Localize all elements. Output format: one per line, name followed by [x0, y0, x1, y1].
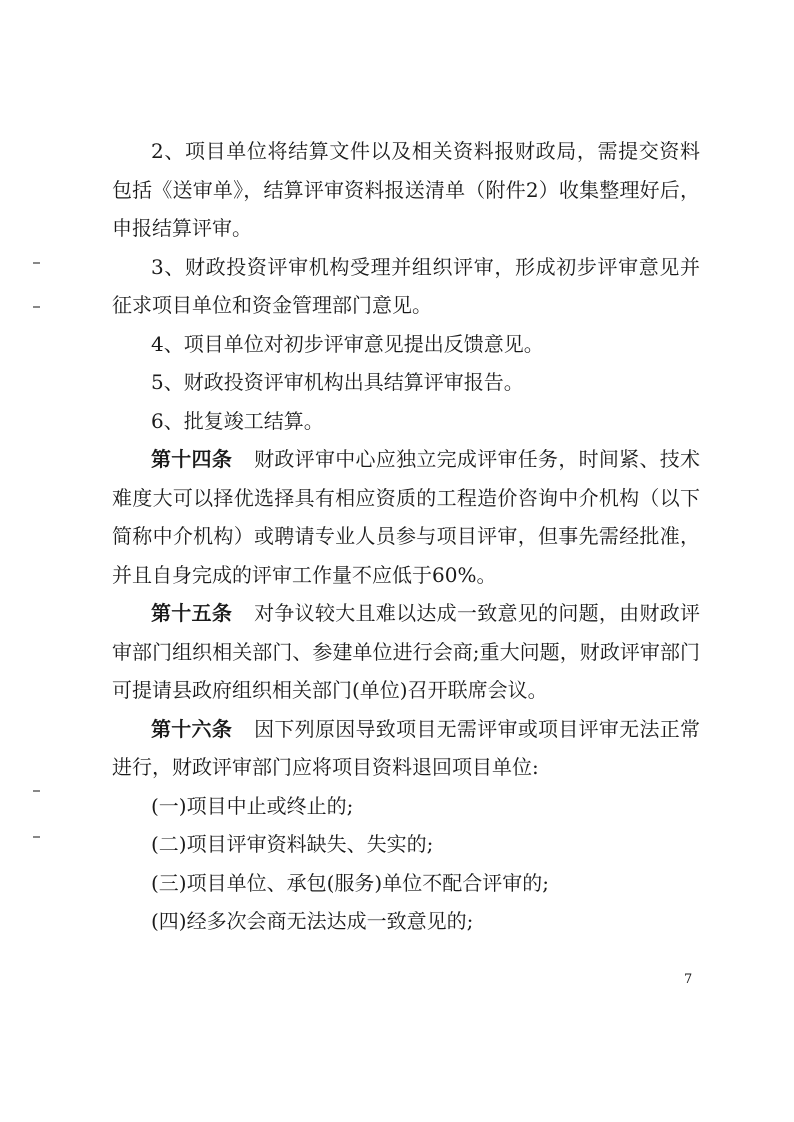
paragraph-item-2	[112, 132, 700, 248]
paragraph-item-3	[112, 248, 700, 325]
scan-mark	[33, 306, 40, 308]
paragraph-text: (三)项目单位、承包(服务)单位不配合评审的;	[151, 870, 549, 895]
list-item	[112, 787, 700, 826]
article-14	[112, 440, 700, 594]
paragraph-item-4	[112, 325, 700, 364]
article-heading: 第十五条	[151, 601, 233, 625]
scan-mark	[33, 790, 40, 792]
paragraph-text: (二)项目评审资料缺失、失实的;	[151, 832, 434, 856]
paragraph-text: 因下列原因导致项目无需评审或项目评审无法正常进行，财政评审部门应将项目资料退回项目单位:	[112, 716, 701, 779]
paragraph-item-5	[112, 363, 700, 402]
paragraph-text: 4、项目单位对初步评审意见提出反馈意见。	[151, 331, 544, 356]
paragraph-text: 6、批复竣工结算。	[151, 408, 324, 433]
article-heading: 第十六条	[151, 716, 233, 741]
list-item	[112, 825, 700, 864]
article-15	[112, 594, 700, 710]
paragraph-text: 5、财政投资评审机构出具结算评审报告。	[151, 370, 524, 394]
article-16	[112, 710, 700, 787]
list-item	[112, 902, 700, 941]
paragraph-text: 财政评审中心应独立完成评审任务，时间紧、技术难度大可以择优选择具有相应资质的工程造价咨询中介机构（以下简称中介机构）或聘请专业人员参与项目评审，但事先需经批准，并且自身完成的评审工作量不应低于60%。	[112, 447, 701, 587]
paragraph-text: 3、财政投资评审机构受理并组织评审，形成初步评审意见并征求项目单位和资金管理部门意见。	[112, 254, 700, 317]
paragraph-text: (四)经多次会商无法达成一致意见的;	[151, 909, 474, 933]
list-item	[112, 864, 700, 903]
paragraph-text: (一)项目中止或终止的;	[151, 793, 354, 818]
scan-mark	[33, 836, 40, 838]
scan-mark	[33, 262, 40, 264]
paragraph-text: 对争议较大且难以达成一致意见的问题，由财政评审部门组织相关部门、参建单位进行会商;重大问题，财政评审部门可提请县政府组织相关部门(单位)召开联席会议。	[112, 601, 701, 702]
document-body	[112, 132, 700, 941]
page-number: 7	[684, 972, 693, 987]
article-heading: 第十四条	[151, 447, 233, 471]
paragraph-text: 2、项目单位将结算文件以及相关资料报财政局，需提交资料包括《送审单》，结算评审资料报送清单（附件2）收集整理好后，申报结算评审。	[112, 139, 700, 240]
paragraph-item-6	[112, 402, 700, 441]
